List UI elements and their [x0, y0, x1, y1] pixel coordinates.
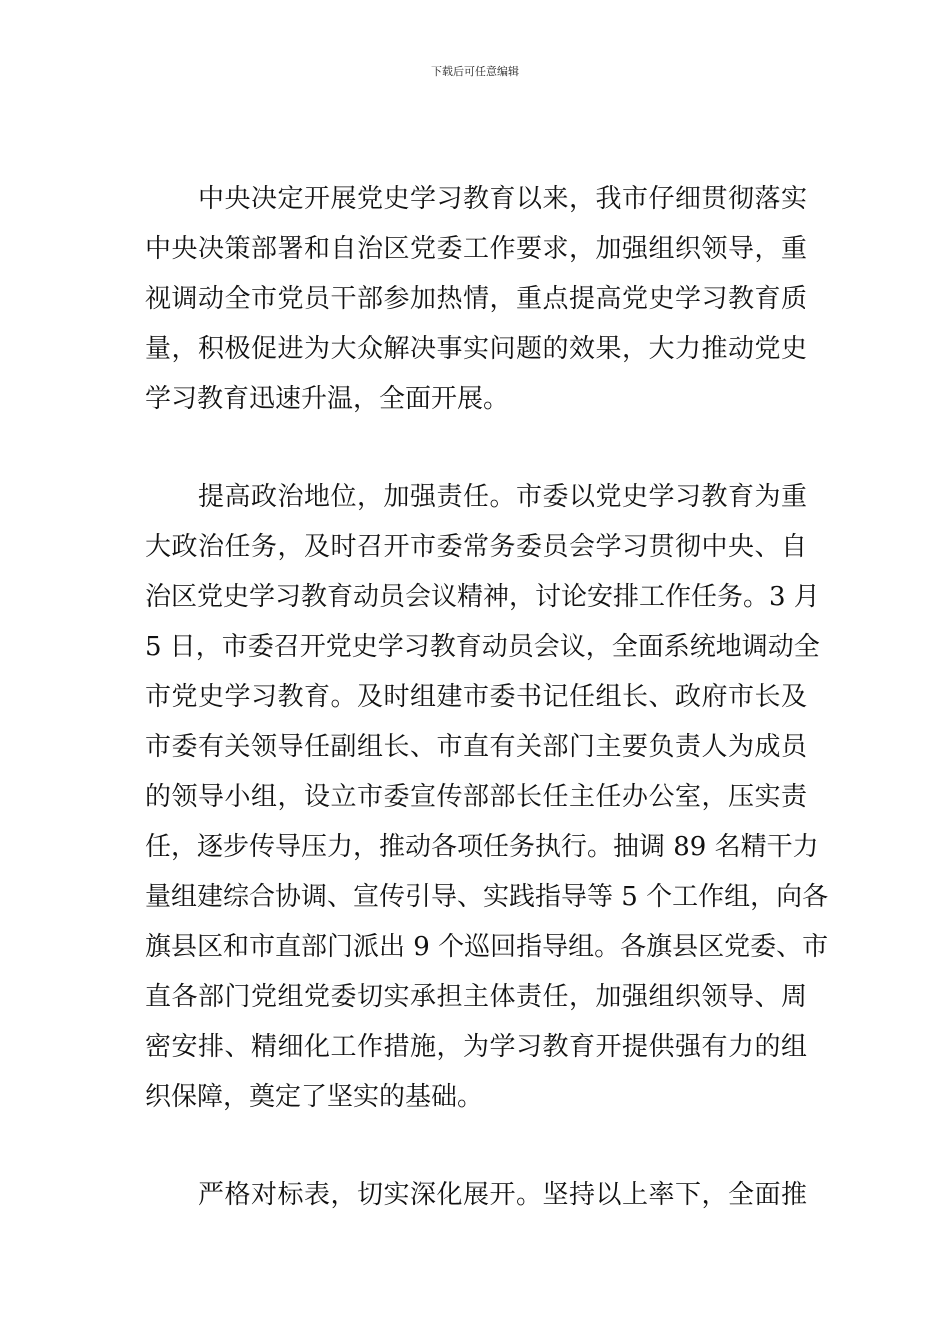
paragraph-2-line-5: 市党史学习教育。及时组建市委书记任组长、政府市长及	[145, 682, 807, 712]
paragraph-2-line-10: 旗县区和市直部门派出 9 个巡回指导组。各旗县区党委、市	[145, 932, 829, 962]
paragraph-2-line-2: 大政治任务，及时召开市委常务委员会学习贯彻中央、自	[145, 532, 807, 562]
paragraph-1-line-3: 视调动全市党员干部参加热情，重点提高党史学习教育质	[145, 284, 807, 314]
paragraph-2-line-11: 直各部门党组党委切实承担主体责任，加强组织领导、周	[145, 982, 807, 1012]
paragraph-2-line-6: 市委有关领导任副组长、市直有关部门主要负责人为成员	[145, 732, 807, 762]
paragraph-1-line-1: 中央决定开展党史学习教育以来，我市仔细贯彻落实	[145, 184, 807, 214]
paragraph-1-line-2: 中央决策部署和自治区党委工作要求，加强组织领导，重	[145, 234, 807, 264]
paragraph-2-line-8: 任，逐步传导压力，推动各项任务执行。抽调 89 名精干力	[145, 832, 819, 862]
paragraph-2-line-9: 量组建综合协调、宣传引导、实践指导等 5 个工作组，向各	[145, 882, 829, 912]
paragraph-2-line-13: 织保障，奠定了坚实的基础。	[145, 1082, 484, 1112]
paragraph-2-line-12: 密安排、精细化工作措施，为学习教育开提供强有力的组	[145, 1032, 807, 1062]
paragraph-3-line-1: 严格对标表，切实深化展开。坚持以上率下，全面推	[145, 1180, 807, 1210]
paragraph-1-line-5: 学习教育迅速升温，全面开展。	[145, 384, 510, 414]
paragraph-2-line-1: 提高政治地位，加强责任。市委以党史学习教育为重	[145, 482, 807, 512]
page-header-note: 下载后可任意编辑	[431, 65, 519, 78]
paragraph-1-line-4: 量，积极促进为大众解决事实问题的效果，大力推动党史	[145, 334, 807, 364]
paragraph-2-line-4: 5 日，市委召开党史学习教育动员会议，全面系统地调动全	[145, 632, 820, 662]
paragraph-2-line-7: 的领导小组，设立市委宣传部部长任主任办公室，压实责	[145, 782, 807, 812]
paragraph-2-line-3: 治区党史学习教育动员会议精神，讨论安排工作任务。3 月	[145, 582, 820, 612]
